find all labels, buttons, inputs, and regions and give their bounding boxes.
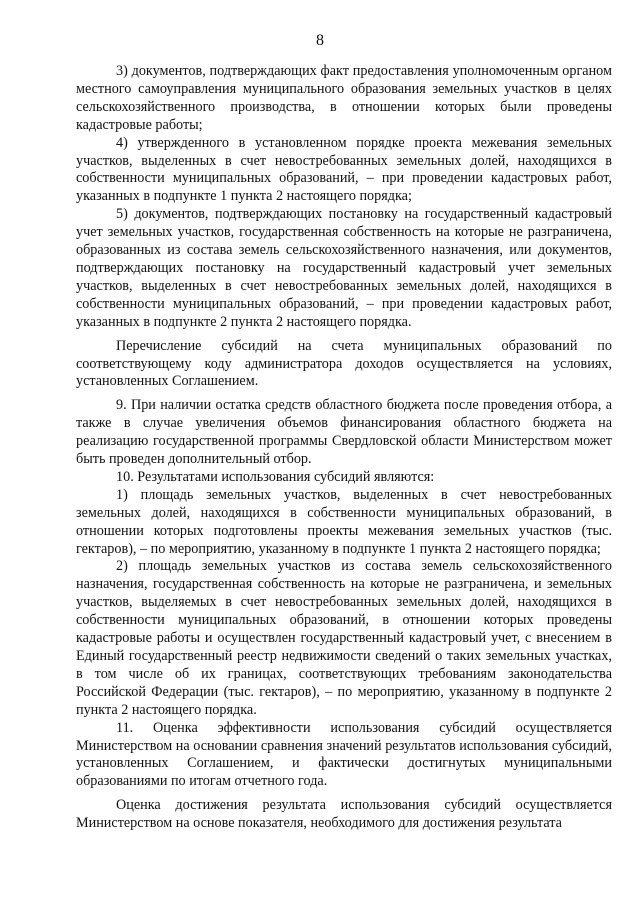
paragraph-item-5-cadastral-registration: 5) документов, подтверждающих постановку на государственный кадастровый учет земельных участков, государственная собственность на которые не разграничена, образованных из состава земель сельскохозяйственного назначения, или документов, подтверждающих постановку на государственный кадастровый учет земельных участков, выделенных в счет невостребованных земельных долей, находящихся в собственности муниципальных образований, – при проведении кадастровых работ, указанных в подпункте 2 пункта 2 настоящего порядка.	[76, 206, 612, 330]
paragraph-section-9: 9. При наличии остатка средств областного бюджета после проведения отбора, а также в случае увеличения объемов финансирования областного бюджета на реализацию государственной программы Свердловской области Министерством может быть проведен дополнительный отбор.	[76, 397, 612, 468]
paragraph-result-2: 2) площадь земельных участков из состава земель сельскохозяйственного назначения, государственная собственность на которые не разграничена, и земельных участков, выделяемых в счет невостребованных земельных долей, находящихся в собственности муниципальных образований, в отношении которых проведены кадастровые работы и осуществлен государственный кадастровый учет, с внесением в Единый государственный реестр недвижимости сведений о таких земельных участках, в том числе об их границах, соответствующих требованиям законодательства Российской Федерации (тыс. гектаров), – по мероприятию, указанному в подпункте 2 пункта 2 настоящего порядка.	[76, 558, 612, 718]
paragraph-item-3-documents: 3) документов, подтверждающих факт предоставления уполномоченным органом местного самоуправления муниципального образования земельных участков в целях сельскохозяйственного производства, в отношении которых были проведены кадастровые работы;	[76, 63, 612, 133]
document-body	[76, 63, 612, 833]
paragraph-item-4-survey-project: 4) утвержденного в установленном порядке проекта межевания земельных участков, выделенных в счет невостребованных земельных долей, находящихся в собственности муниципальных образований, – при проведении кадастровых работ, указанных в подпункте 1 пункта 2 настоящего порядка;	[76, 134, 612, 205]
paragraph-section-11: 11. Оценка эффективности использования субсидий осуществляется Министерством на основании сравнения значений результатов использования субсидий, установленных Соглашением, и фактически достигнутых муниципальными образованиями по итогам отчетного года.	[76, 719, 612, 790]
paragraph-evaluation: Оценка достижения результата использования субсидий осуществляется Министерством на основе показателя, необходимого для достижения результата	[76, 797, 612, 832]
paragraph-result-1: 1) площадь земельных участков, выделенных в счет невостребованных земельных долей, находящихся в собственности муниципальных образований, в отношении которых подготовлены проекты межевания земельных участков (тыс. гектаров), – по мероприятию, указанному в подпункте 1 пункта 2 настоящего порядка;	[76, 486, 612, 557]
paragraph-section-10-heading: 10. Результатами использования субсидий являются:	[116, 468, 435, 485]
page-number: 8	[316, 32, 324, 49]
paragraph-subsidy-transfer: Перечисление субсидий на счета муниципальных образований по соответствующему коду администратора доходов осуществляется на условиях, установленных Соглашением.	[76, 337, 612, 390]
